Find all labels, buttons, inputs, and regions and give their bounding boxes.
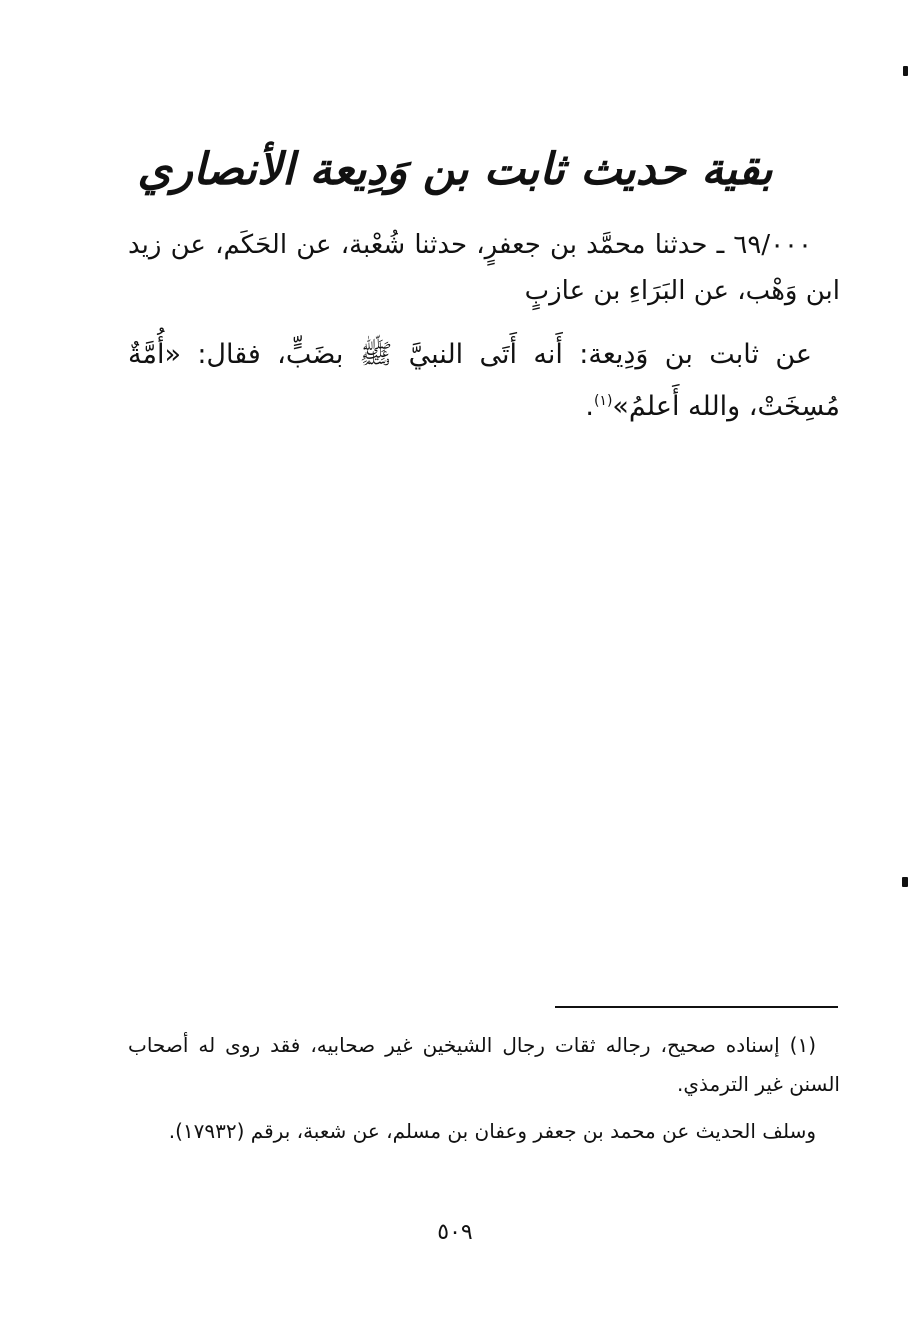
scan-edge-mark <box>902 877 908 887</box>
hadith-body <box>128 222 840 448</box>
footnote-item: وسلف الحديث عن محمد بن جعفر وعفان بن مسلم، عن شعبة، برقم (١٧٩٣٢). <box>168 1119 816 1143</box>
footnote-divider <box>555 1006 838 1008</box>
scan-edge-mark <box>903 66 908 76</box>
hadith-isnad-paragraph <box>128 222 840 314</box>
page-number: ٥٠٩ <box>437 1220 473 1245</box>
section-title: بقية حديث ثابت بن وَدِيعة الأنصاري <box>137 144 773 195</box>
hadith-matn-paragraph <box>128 332 840 430</box>
footnote-item: (١) إسناده صحيح، رجاله ثقات رجال الشيخين غير صحابيه، فقد روى له أصحاب السنن غير الترمذي. <box>128 1033 840 1096</box>
hadith-isnad: حدثنا محمَّد بن جعفرٍ، حدثنا شُعْبة، عن الحَكَم، عن زيد ابن وَهْب، عن البَرَاءِ بن عازبٍ <box>128 230 840 306</box>
footnote-marker: (١) <box>593 393 613 409</box>
footnotes-section <box>128 1026 840 1159</box>
hadith-reference-number: ٦٩/٠٠٠ ـ <box>716 230 812 260</box>
end-punctuation: . <box>585 391 594 422</box>
hadith-matn: عن ثابت بن وَدِيعة: أَنه أَتَى النبيَّ ﷺ بضَبٍّ، فقال: «أُمَّةٌ مُسِخَتْ، والله أَعلمُ» <box>128 339 840 422</box>
